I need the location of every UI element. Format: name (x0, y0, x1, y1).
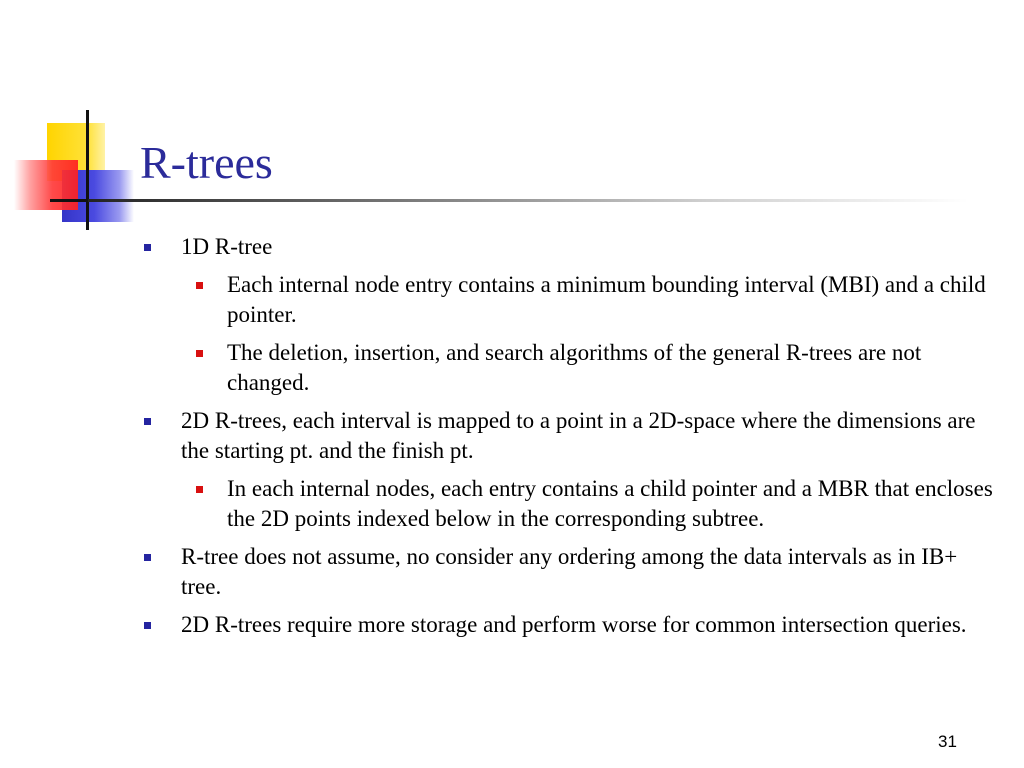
square-bullet-icon (144, 554, 151, 561)
page-number: 31 (938, 732, 957, 751)
bullet-item (140, 232, 1000, 398)
sub-bullet-list (181, 270, 1000, 398)
slide-body (140, 232, 1000, 648)
bullet-text: 2D R-trees require more storage and perform worse for common intersection queries. (181, 612, 967, 637)
sub-bullet-list (181, 474, 1000, 534)
bullet-text: R-tree does not assume, no consider any ordering among the data intervals as in IB+ tree. (181, 544, 958, 599)
sub-bullet-item (181, 338, 1000, 398)
bullet-item (140, 610, 1000, 640)
sub-bullet-text: In each internal nodes, each entry contains a child pointer and a MBR that encloses the 2D points indexed below in the corresponding subtree. (227, 476, 993, 531)
square-bullet-icon (196, 486, 203, 493)
bullet-text: 1D R-tree (181, 234, 273, 259)
title-underline (88, 199, 968, 202)
bullet-item (140, 406, 1000, 534)
square-bullet-icon (196, 282, 203, 289)
square-bullet-icon (144, 418, 151, 425)
bullet-item (140, 542, 1000, 602)
bullet-text: 2D R-trees, each interval is mapped to a point in a 2D-space where the dimensions are the starting pt. and the finish pt. (181, 408, 976, 463)
logo-vertical-line (86, 110, 89, 230)
square-bullet-icon (144, 622, 151, 629)
bullet-list (140, 232, 1000, 640)
sub-bullet-text: Each internal node entry contains a minimum bounding interval (MBI) and a child pointer. (227, 272, 986, 327)
sub-bullet-item (181, 270, 1000, 330)
slide-title: R-trees (140, 137, 273, 188)
decorative-logo (0, 0, 150, 240)
sub-bullet-text: The deletion, insertion, and search algorithms of the general R-trees are not changed. (227, 340, 922, 395)
sub-bullet-item (181, 474, 1000, 534)
square-bullet-icon (196, 350, 203, 357)
logo-red-square (14, 160, 78, 210)
square-bullet-icon (144, 244, 151, 251)
